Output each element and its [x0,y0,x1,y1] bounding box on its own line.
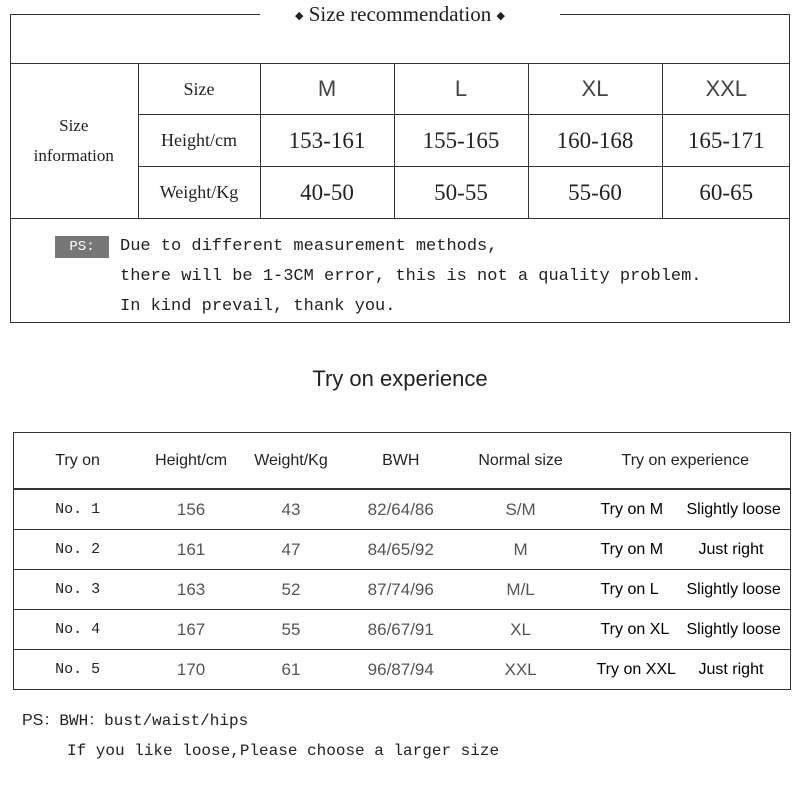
row-fit: Slightly loose [686,500,781,518]
row-bwh: 96/87/94 [341,650,461,690]
row-height: 170 [141,650,241,690]
height-xl: 160-168 [528,115,662,167]
col-normal-size: Normal size [461,433,581,490]
row-try-size: Try on M [600,500,664,518]
row-fit: Slightly loose [686,580,781,598]
row-weight: 47 [241,530,341,570]
table-row [14,530,791,570]
table-row [14,650,791,690]
row-try-size: Try on M [600,540,664,558]
diamond-icon: ◆ [295,10,304,23]
row-height: 167 [141,610,241,650]
footer-bwh: BWH：bust/waist/hips [59,712,249,730]
size-m: M [260,64,394,115]
size-l: L [394,64,528,115]
try-on-title: Try on experience [312,366,488,391]
row-bwh: 87/74/96 [341,570,461,610]
ps-line: In kind prevail, thank you. [120,297,396,316]
row-fit: Just right [698,660,764,678]
size-xl: XL [528,64,662,115]
col-try-on: Try on [14,433,142,490]
row-try-size: Try on XL [600,620,670,638]
row-experience [581,570,791,610]
footer-line-1 [22,706,499,736]
size-header-label: Size [138,64,260,115]
size-xxl: XXL [662,64,790,115]
row-number: No. 3 [14,570,142,610]
row-normal-size: M [461,530,581,570]
ps-badge: PS: [55,236,109,258]
row-experience [581,489,791,530]
weight-xxl: 60-65 [662,167,790,219]
row-weight: 52 [241,570,341,610]
row-experience [581,610,791,650]
row-normal-size: XL [461,610,581,650]
row-bwh: 84/65/92 [341,530,461,570]
footer-line-2: If you like loose,Please choose a larger size [67,742,500,760]
row-bwh: 82/64/86 [341,489,461,530]
row-bwh: 86/67/91 [341,610,461,650]
table-row [14,610,791,650]
height-m: 153-161 [260,115,394,167]
footer-note [22,706,499,766]
row-experience [581,530,791,570]
size-table [10,63,790,219]
col-height: Height/cm [141,433,241,490]
row-normal-size: S/M [461,489,581,530]
row-experience [581,650,791,690]
height-xxl: 165-171 [662,115,790,167]
row-number: No. 2 [14,530,142,570]
ps-line: Due to different measurement methods, [120,237,498,256]
diamond-icon: ◆ [496,10,505,23]
row-try-size: Try on XXL [596,660,676,678]
row-fit: Just right [698,540,764,558]
height-label: Height/cm [138,115,260,167]
row-weight: 55 [241,610,341,650]
ps-line: there will be 1-3CM error, this is not a quality problem. [120,267,702,286]
weight-label: Weight/Kg [138,167,260,219]
row-height: 156 [141,489,241,530]
col-bwh: BWH [341,433,461,490]
height-l: 155-165 [394,115,528,167]
table-row [14,489,791,530]
row-number: No. 5 [14,650,142,690]
row-height: 161 [141,530,241,570]
row-normal-size: XXL [461,650,581,690]
ps-lines [120,232,740,322]
row-number: No. 4 [14,610,142,650]
footer-prefix: PS： [22,712,60,729]
col-weight: Weight/Kg [241,433,341,490]
row-normal-size: M/L [461,570,581,610]
row-fit: Slightly loose [686,620,781,638]
row-number: No. 1 [14,489,142,530]
size-recommendation-title-text: Size recommendation [308,2,492,26]
row-height: 163 [141,570,241,610]
size-information-label: Size information [10,64,138,219]
table-row [14,570,791,610]
row-weight: 61 [241,650,341,690]
row-try-size: Try on L [600,580,659,598]
row-weight: 43 [241,489,341,530]
weight-l: 50-55 [394,167,528,219]
weight-m: 40-50 [260,167,394,219]
try-on-table [13,432,791,690]
weight-xl: 55-60 [528,167,662,219]
col-try-on-experience: Try on experience [581,433,791,490]
